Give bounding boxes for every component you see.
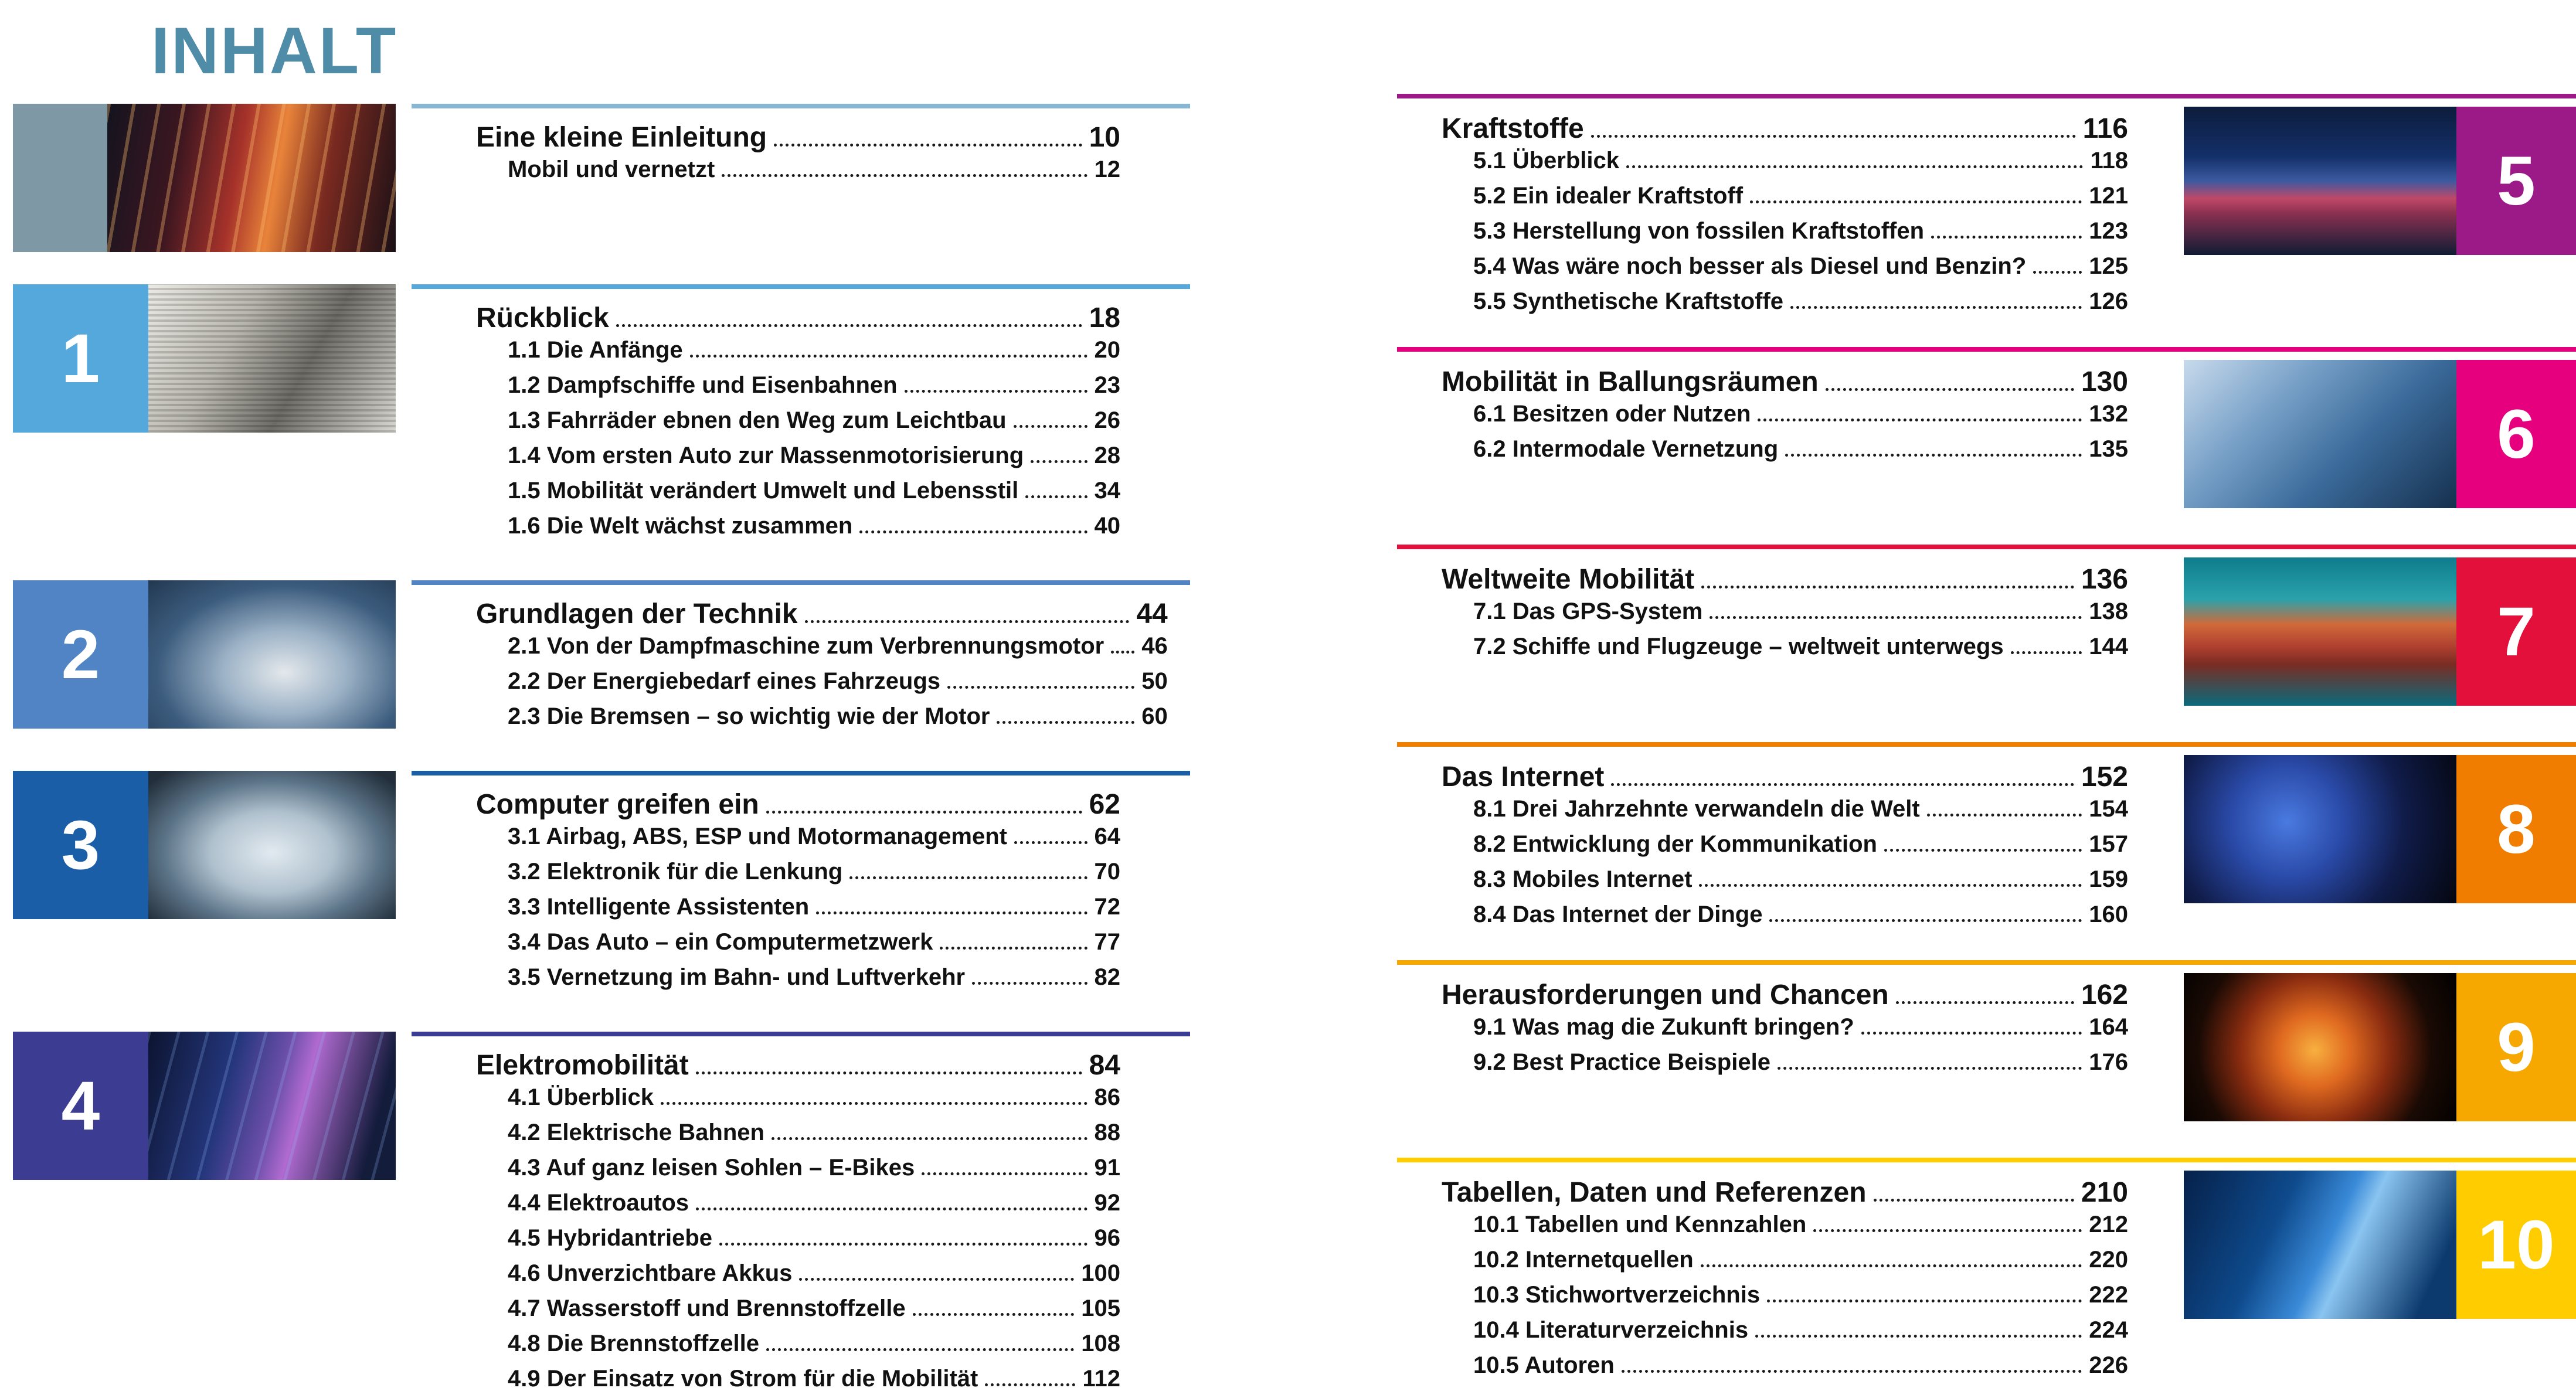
chapter-number: 3 — [61, 806, 100, 884]
entry-label: 1.3 Fahrräder ebnen den Weg zum Leichtbau — [508, 407, 1007, 433]
dot-leader — [947, 686, 1134, 689]
chapter-entries — [476, 157, 1120, 192]
chapter-number-block — [13, 104, 107, 252]
chapter-entries — [476, 337, 1120, 548]
toc-entry — [476, 1225, 1120, 1260]
chapter-color-rule — [412, 771, 1190, 775]
toc-entry — [476, 668, 1168, 703]
chapter-title: Kraftstoffe — [1442, 113, 1584, 144]
toc-entry — [476, 1366, 1120, 1398]
chapter-page-number: 62 — [1089, 789, 1120, 820]
entry-page-number: 132 — [2089, 401, 2128, 427]
toc-entry — [1442, 1247, 2128, 1282]
toc-entry — [476, 1260, 1120, 1295]
dot-leader — [1874, 1199, 2074, 1202]
chapter-number-block — [2456, 973, 2576, 1121]
toc-entry — [476, 157, 1120, 192]
toc-entry — [476, 513, 1120, 548]
chapter-page-number: 10 — [1089, 122, 1120, 153]
entry-label: 10.5 Autoren — [1473, 1352, 1615, 1378]
chapter-number-block — [13, 1032, 148, 1180]
dot-leader — [1025, 495, 1087, 498]
chapter-color-rule — [412, 580, 1190, 585]
dot-leader — [1861, 1032, 2082, 1035]
entry-page-number: 212 — [2089, 1212, 2128, 1237]
entry-label: 7.1 Das GPS-System — [1473, 598, 1703, 624]
dot-leader — [1755, 1335, 2082, 1338]
entry-label: 3.3 Intelligente Assistenten — [508, 894, 810, 920]
toc-entry — [476, 1155, 1120, 1190]
chapter-number: 6 — [2497, 395, 2536, 473]
entry-label: 7.2 Schiffe und Flugzeuge – weltweit unterwegs — [1473, 634, 2004, 659]
entry-label: 8.1 Drei Jahrzehnte verwandeln die Welt — [1473, 796, 1920, 822]
chapter-entries — [1442, 148, 2128, 324]
toc-entry — [476, 859, 1120, 894]
entry-page-number: 144 — [2089, 634, 2128, 659]
chapter-toc — [1397, 347, 2128, 471]
entry-page-number: 40 — [1094, 513, 1120, 539]
entry-label: 1.4 Vom ersten Auto zur Massenmotorisierung — [508, 443, 1024, 468]
toc-entry — [1442, 1014, 2128, 1049]
entry-page-number: 82 — [1094, 964, 1120, 990]
toc-right-column — [1397, 94, 2576, 1398]
dot-leader — [661, 1102, 1087, 1105]
entry-label: 4.1 Überblick — [508, 1084, 654, 1110]
dot-leader — [1826, 388, 2074, 391]
dot-leader — [1701, 586, 2074, 589]
chapter-title: Herausforderungen und Chancen — [1442, 979, 1889, 1011]
toc-entry — [476, 964, 1120, 999]
entry-label: 2.2 Der Energiebedarf eines Fahrzeugs — [508, 668, 941, 694]
chapter-number: 9 — [2497, 1008, 2536, 1086]
holographic-car-image — [2184, 1171, 2456, 1319]
toc-entry — [1442, 866, 2128, 902]
toc-entry — [476, 703, 1168, 739]
entry-page-number: 135 — [2089, 436, 2128, 462]
dot-leader — [985, 1383, 1075, 1386]
chapter-title-line — [1442, 366, 2128, 401]
entry-page-number: 34 — [1094, 478, 1120, 504]
entry-label: Mobil und vernetzt — [508, 157, 715, 182]
entry-label: 2.1 Von der Dampfmaschine zum Verbrennungsmotor — [508, 633, 1105, 659]
entry-page-number: 159 — [2089, 866, 2128, 892]
chapter-page-number: 210 — [2081, 1177, 2128, 1208]
entry-page-number: 26 — [1094, 407, 1120, 433]
entry-page-number: 96 — [1094, 1225, 1120, 1251]
entry-page-number: 50 — [1141, 668, 1168, 694]
dot-leader — [1014, 841, 1088, 844]
entry-label: 8.2 Entwicklung der Kommunikation — [1473, 831, 1877, 857]
futuristic-car-image — [148, 1032, 396, 1180]
gas-station-night-image — [2184, 107, 2456, 255]
entry-label: 10.3 Stichwortverzeichnis — [1473, 1282, 1761, 1308]
entry-page-number: 20 — [1094, 337, 1120, 363]
toc-entry — [476, 1331, 1120, 1366]
toc-entry — [1442, 598, 2128, 634]
chapter-entries — [476, 824, 1120, 999]
toc-entry — [476, 337, 1120, 372]
chapter-toc — [412, 1032, 1190, 1398]
entry-label: 8.4 Das Internet der Dinge — [1473, 902, 1763, 927]
chapter-entries — [1442, 796, 2128, 937]
chapter-title: Grundlagen der Technik — [476, 598, 798, 630]
dot-leader — [766, 1348, 1074, 1351]
entry-label: 6.2 Intermodale Vernetzung — [1473, 436, 1779, 462]
toc-entry — [476, 478, 1120, 513]
entry-page-number: 60 — [1141, 703, 1168, 729]
toc-entry — [1442, 1049, 2128, 1084]
entry-label: 5.2 Ein idealer Kraftstoff — [1473, 183, 1744, 209]
toc-entry — [476, 407, 1120, 443]
chapter-page-number: 136 — [2081, 564, 2128, 595]
toc-entry — [1442, 401, 2128, 436]
entry-page-number: 72 — [1094, 894, 1120, 920]
chapter-number-block — [13, 580, 148, 729]
entry-page-number: 224 — [2089, 1317, 2128, 1343]
chapter-title-line — [476, 121, 1120, 157]
chapter-color-rule — [412, 104, 1190, 108]
entry-label: 4.2 Elektrische Bahnen — [508, 1120, 764, 1145]
chapter-title: Eine kleine Einleitung — [476, 122, 767, 153]
toc-entry — [1442, 218, 2128, 253]
chapter-color-rule — [412, 284, 1190, 289]
dot-leader — [1591, 135, 2076, 138]
toc-entry — [1442, 183, 2128, 218]
dot-leader — [905, 390, 1088, 393]
dot-leader — [1111, 651, 1134, 654]
chapter-number-block — [2456, 107, 2576, 255]
entry-page-number: 123 — [2089, 218, 2128, 244]
entry-label: 3.4 Das Auto – ein Computermetzwerk — [508, 929, 933, 955]
entry-page-number: 86 — [1094, 1084, 1120, 1110]
dot-leader — [1785, 454, 2082, 457]
dot-leader — [1611, 783, 2074, 786]
entry-page-number: 220 — [2089, 1247, 2128, 1273]
dot-leader — [972, 982, 1087, 985]
chapter-title-line — [476, 598, 1168, 633]
toc-entry — [476, 894, 1120, 929]
entry-page-number: 176 — [2089, 1049, 2128, 1075]
chapter-number: 7 — [2497, 593, 2536, 671]
dot-leader — [2033, 271, 2082, 274]
toc-entry — [476, 443, 1120, 478]
entry-label: 5.5 Synthetische Kraftstoffe — [1473, 288, 1784, 314]
toc-entry — [1442, 1352, 2128, 1387]
entry-label: 10.4 Literaturverzeichnis — [1473, 1317, 1749, 1343]
dot-leader — [1701, 1264, 2082, 1267]
entry-page-number: 64 — [1094, 824, 1120, 849]
dot-leader — [1699, 884, 2082, 887]
entry-page-number: 23 — [1094, 372, 1120, 398]
entry-label: 9.1 Was mag die Zukunft bringen? — [1473, 1014, 1854, 1040]
earth-network-image — [2184, 755, 2456, 903]
entry-page-number: 28 — [1094, 443, 1120, 468]
chapter-color-rule — [1397, 742, 2576, 747]
dot-leader — [1750, 200, 2082, 203]
chapter-entries — [1442, 401, 2128, 471]
highway-interchange-image — [2184, 360, 2456, 508]
vintage-race-car-image — [148, 580, 396, 729]
toc-entry — [1442, 796, 2128, 831]
chapter-toc — [1397, 960, 2128, 1084]
car-xray-image — [148, 771, 396, 919]
chapter-color-rule — [1397, 1158, 2576, 1162]
chapter-title: Das Internet — [1442, 761, 1605, 792]
chapter-number: 2 — [61, 615, 100, 693]
dot-leader — [774, 144, 1082, 147]
dot-leader — [766, 811, 1082, 814]
toc-entry — [476, 929, 1120, 964]
chapter-page-number: 116 — [2082, 113, 2128, 144]
chapter-page-number: 84 — [1089, 1050, 1120, 1081]
dot-leader — [719, 1243, 1087, 1246]
chapter-section — [1397, 1158, 2576, 1387]
entry-page-number: 88 — [1094, 1120, 1120, 1145]
entry-page-number: 77 — [1094, 929, 1120, 955]
entry-label: 1.5 Mobilität verändert Umwelt und Lebensstil — [508, 478, 1019, 504]
entry-label: 4.3 Auf ganz leisen Sohlen – E-Bikes — [508, 1155, 915, 1181]
entry-page-number: 222 — [2089, 1282, 2128, 1308]
toc-entry — [1442, 902, 2128, 937]
entry-page-number: 121 — [2089, 183, 2128, 209]
chapter-number-block — [2456, 1171, 2576, 1319]
woodcut-carriage-image — [148, 284, 396, 433]
entry-page-number: 112 — [1082, 1366, 1120, 1392]
entry-label: 5.1 Überblick — [1473, 148, 1620, 174]
entry-label: 5.4 Was wäre noch besser als Diesel und Benzin? — [1473, 253, 2027, 279]
entry-label: 5.3 Herstellung von fossilen Kraftstoffen — [1473, 218, 1925, 244]
chapter-title-line — [476, 302, 1120, 337]
chapter-title: Elektromobilität — [476, 1050, 689, 1081]
chapter-page-number: 44 — [1136, 598, 1168, 630]
chapter-section — [1397, 742, 2576, 937]
entry-label: 4.5 Hybridantriebe — [508, 1225, 713, 1251]
dot-leader — [799, 1278, 1074, 1281]
chapter-title-line — [476, 788, 1120, 824]
chapter-section — [1397, 94, 2576, 324]
entry-label: 4.8 Die Brennstoffzelle — [508, 1331, 760, 1356]
toc-entry — [476, 1190, 1120, 1225]
chapter-title: Tabellen, Daten und Referenzen — [1442, 1177, 1867, 1208]
chapter-number: 10 — [2478, 1206, 2555, 1284]
chapter-number: 1 — [61, 319, 100, 397]
chapter-title-line — [1442, 113, 2128, 148]
chapter-title-line — [1442, 761, 2128, 796]
toc-entry — [476, 372, 1120, 407]
entry-label: 8.3 Mobiles Internet — [1473, 866, 1693, 892]
chapter-number: 4 — [61, 1067, 100, 1145]
dot-leader — [922, 1172, 1087, 1175]
entry-page-number: 154 — [2089, 796, 2128, 822]
dot-leader — [816, 911, 1087, 914]
toc-left-column — [13, 104, 1190, 1398]
dot-leader — [997, 721, 1134, 724]
chapter-entries — [1442, 598, 2128, 669]
chapter-title-line — [1442, 1176, 2128, 1212]
dot-leader — [1931, 236, 2082, 239]
entry-page-number: 100 — [1081, 1260, 1120, 1286]
chapter-number-block — [13, 284, 148, 433]
chapter-entries — [476, 633, 1168, 739]
chapter-title: Weltweite Mobilität — [1442, 564, 1695, 595]
entry-label: 9.2 Best Practice Beispiele — [1473, 1049, 1770, 1075]
entry-label: 10.2 Internetquellen — [1473, 1247, 1694, 1273]
entry-page-number: 164 — [2089, 1014, 2128, 1040]
chapter-toc — [412, 284, 1190, 548]
chapter-page-number: 152 — [2081, 761, 2128, 792]
entry-label: 1.6 Die Welt wächst zusammen — [508, 513, 853, 539]
chapter-title: Mobilität in Ballungsräumen — [1442, 366, 1819, 397]
dot-leader — [616, 324, 1082, 327]
toc-entry — [1442, 1282, 2128, 1317]
chapter-title-line — [1442, 979, 2128, 1014]
toc-entry — [476, 1120, 1120, 1155]
entry-label: 1.1 Die Anfänge — [508, 337, 683, 363]
entry-page-number: 125 — [2089, 253, 2128, 279]
dot-leader — [859, 530, 1087, 533]
dot-leader — [1767, 1300, 2082, 1302]
toc-entry — [1442, 1212, 2128, 1247]
dot-leader — [696, 1207, 1087, 1210]
entry-page-number: 160 — [2089, 902, 2128, 927]
entry-label: 4.9 Der Einsatz von Strom für die Mobilität — [508, 1366, 978, 1392]
chapter-toc — [412, 771, 1190, 999]
dot-leader — [1622, 1370, 2082, 1373]
chapter-toc — [1397, 94, 2128, 324]
dot-leader — [805, 620, 1130, 623]
light-trails-image — [107, 104, 396, 252]
chapter-section — [13, 771, 1190, 999]
chapter-number: 5 — [2497, 142, 2536, 220]
dot-leader — [849, 876, 1087, 879]
dot-leader — [696, 1072, 1082, 1074]
dot-leader — [1813, 1229, 2082, 1232]
entry-page-number: 105 — [1081, 1295, 1120, 1321]
dot-leader — [1778, 1067, 2082, 1070]
toc-entry — [1442, 288, 2128, 324]
entry-label: 1.2 Dampfschiffe und Eisenbahnen — [508, 372, 898, 398]
chapter-color-rule — [1397, 347, 2576, 352]
dot-leader — [1626, 165, 2083, 168]
entry-page-number: 91 — [1094, 1155, 1120, 1181]
chapter-section — [13, 580, 1190, 739]
dot-leader — [1014, 425, 1088, 428]
chapter-entries — [476, 1084, 1120, 1398]
toc-entry — [1442, 436, 2128, 471]
entry-page-number: 126 — [2089, 288, 2128, 314]
toc-entry — [1442, 253, 2128, 288]
chapter-number-block — [2456, 360, 2576, 508]
chapter-section — [1397, 545, 2576, 719]
chapter-number: 8 — [2497, 790, 2536, 868]
chapter-title: Rückblick — [476, 302, 609, 334]
chapter-color-rule — [1397, 545, 2576, 549]
chapter-number-block — [13, 771, 148, 919]
chapter-title-line — [1442, 563, 2128, 598]
toc-entry — [1442, 831, 2128, 866]
dot-leader — [690, 355, 1088, 358]
dot-leader — [1710, 616, 2082, 619]
entry-page-number: 12 — [1094, 157, 1120, 182]
chapter-page-number: 130 — [2081, 366, 2128, 397]
chapter-toc — [412, 580, 1238, 739]
toc-entry — [476, 633, 1168, 668]
dot-leader — [1790, 306, 2082, 309]
chapter-number-block — [2456, 755, 2576, 903]
entry-page-number: 118 — [2090, 148, 2128, 174]
dot-leader — [1896, 1001, 2074, 1004]
chapter-color-rule — [1397, 960, 2576, 965]
dot-leader — [1758, 419, 2082, 421]
toc-entry — [1442, 148, 2128, 183]
chapter-title: Computer greifen ein — [476, 789, 759, 820]
dot-leader — [1031, 460, 1087, 463]
entry-page-number: 108 — [1081, 1331, 1120, 1356]
burning-globe-image — [2184, 973, 2456, 1121]
chapter-section — [1397, 347, 2576, 521]
dot-leader — [940, 947, 1087, 950]
dot-leader — [913, 1313, 1075, 1316]
chapter-toc — [412, 104, 1190, 192]
dot-leader — [2011, 651, 2082, 654]
chapter-toc — [1397, 1158, 2128, 1387]
dot-leader — [1884, 849, 2082, 852]
entry-page-number: 70 — [1094, 859, 1120, 885]
chapter-entries — [1442, 1014, 2128, 1084]
chapter-color-rule — [1397, 94, 2576, 98]
entry-label: 10.1 Tabellen und Kennzahlen — [1473, 1212, 1807, 1237]
chapter-color-rule — [412, 1032, 1190, 1036]
entry-label: 2.3 Die Bremsen – so wichtig wie der Motor — [508, 703, 990, 729]
entry-page-number: 92 — [1094, 1190, 1120, 1216]
chapter-toc — [1397, 742, 2128, 937]
entry-label: 3.2 Elektronik für die Lenkung — [508, 859, 843, 885]
entry-page-number: 226 — [2089, 1352, 2128, 1378]
entry-label: 4.7 Wasserstoff und Brennstoffzelle — [508, 1295, 906, 1321]
entry-label: 6.1 Besitzen oder Nutzen — [1473, 401, 1751, 427]
container-ship-image — [2184, 557, 2456, 706]
toc-entry — [476, 1084, 1120, 1120]
entry-label: 4.4 Elektroautos — [508, 1190, 689, 1216]
entry-label: 4.6 Unverzichtbare Akkus — [508, 1260, 793, 1286]
chapter-page-number: 18 — [1089, 302, 1120, 334]
chapter-toc — [1397, 545, 2128, 669]
entry-label: 3.1 Airbag, ABS, ESP und Motormanagement — [508, 824, 1007, 849]
chapter-section — [13, 1032, 1190, 1398]
chapter-section — [13, 284, 1190, 548]
chapter-entries — [1442, 1212, 2128, 1387]
chapter-section — [13, 104, 1190, 252]
toc-entry — [1442, 1317, 2128, 1352]
entry-page-number: 157 — [2089, 831, 2128, 857]
dot-leader — [1927, 814, 2082, 817]
chapter-section — [1397, 960, 2576, 1134]
dot-leader — [722, 174, 1087, 177]
toc-entry — [476, 824, 1120, 859]
dot-leader — [1769, 919, 2082, 922]
dot-leader — [772, 1137, 1088, 1140]
entry-page-number: 138 — [2089, 598, 2128, 624]
toc-entry — [476, 1295, 1120, 1331]
chapter-title-line — [476, 1049, 1120, 1084]
page-title: INHALT — [151, 14, 398, 87]
entry-label: 3.5 Vernetzung im Bahn- und Luftverkehr — [508, 964, 966, 990]
chapter-number-block — [2456, 557, 2576, 706]
chapter-page-number: 162 — [2081, 979, 2128, 1011]
entry-page-number: 46 — [1141, 633, 1168, 659]
toc-entry — [1442, 634, 2128, 669]
